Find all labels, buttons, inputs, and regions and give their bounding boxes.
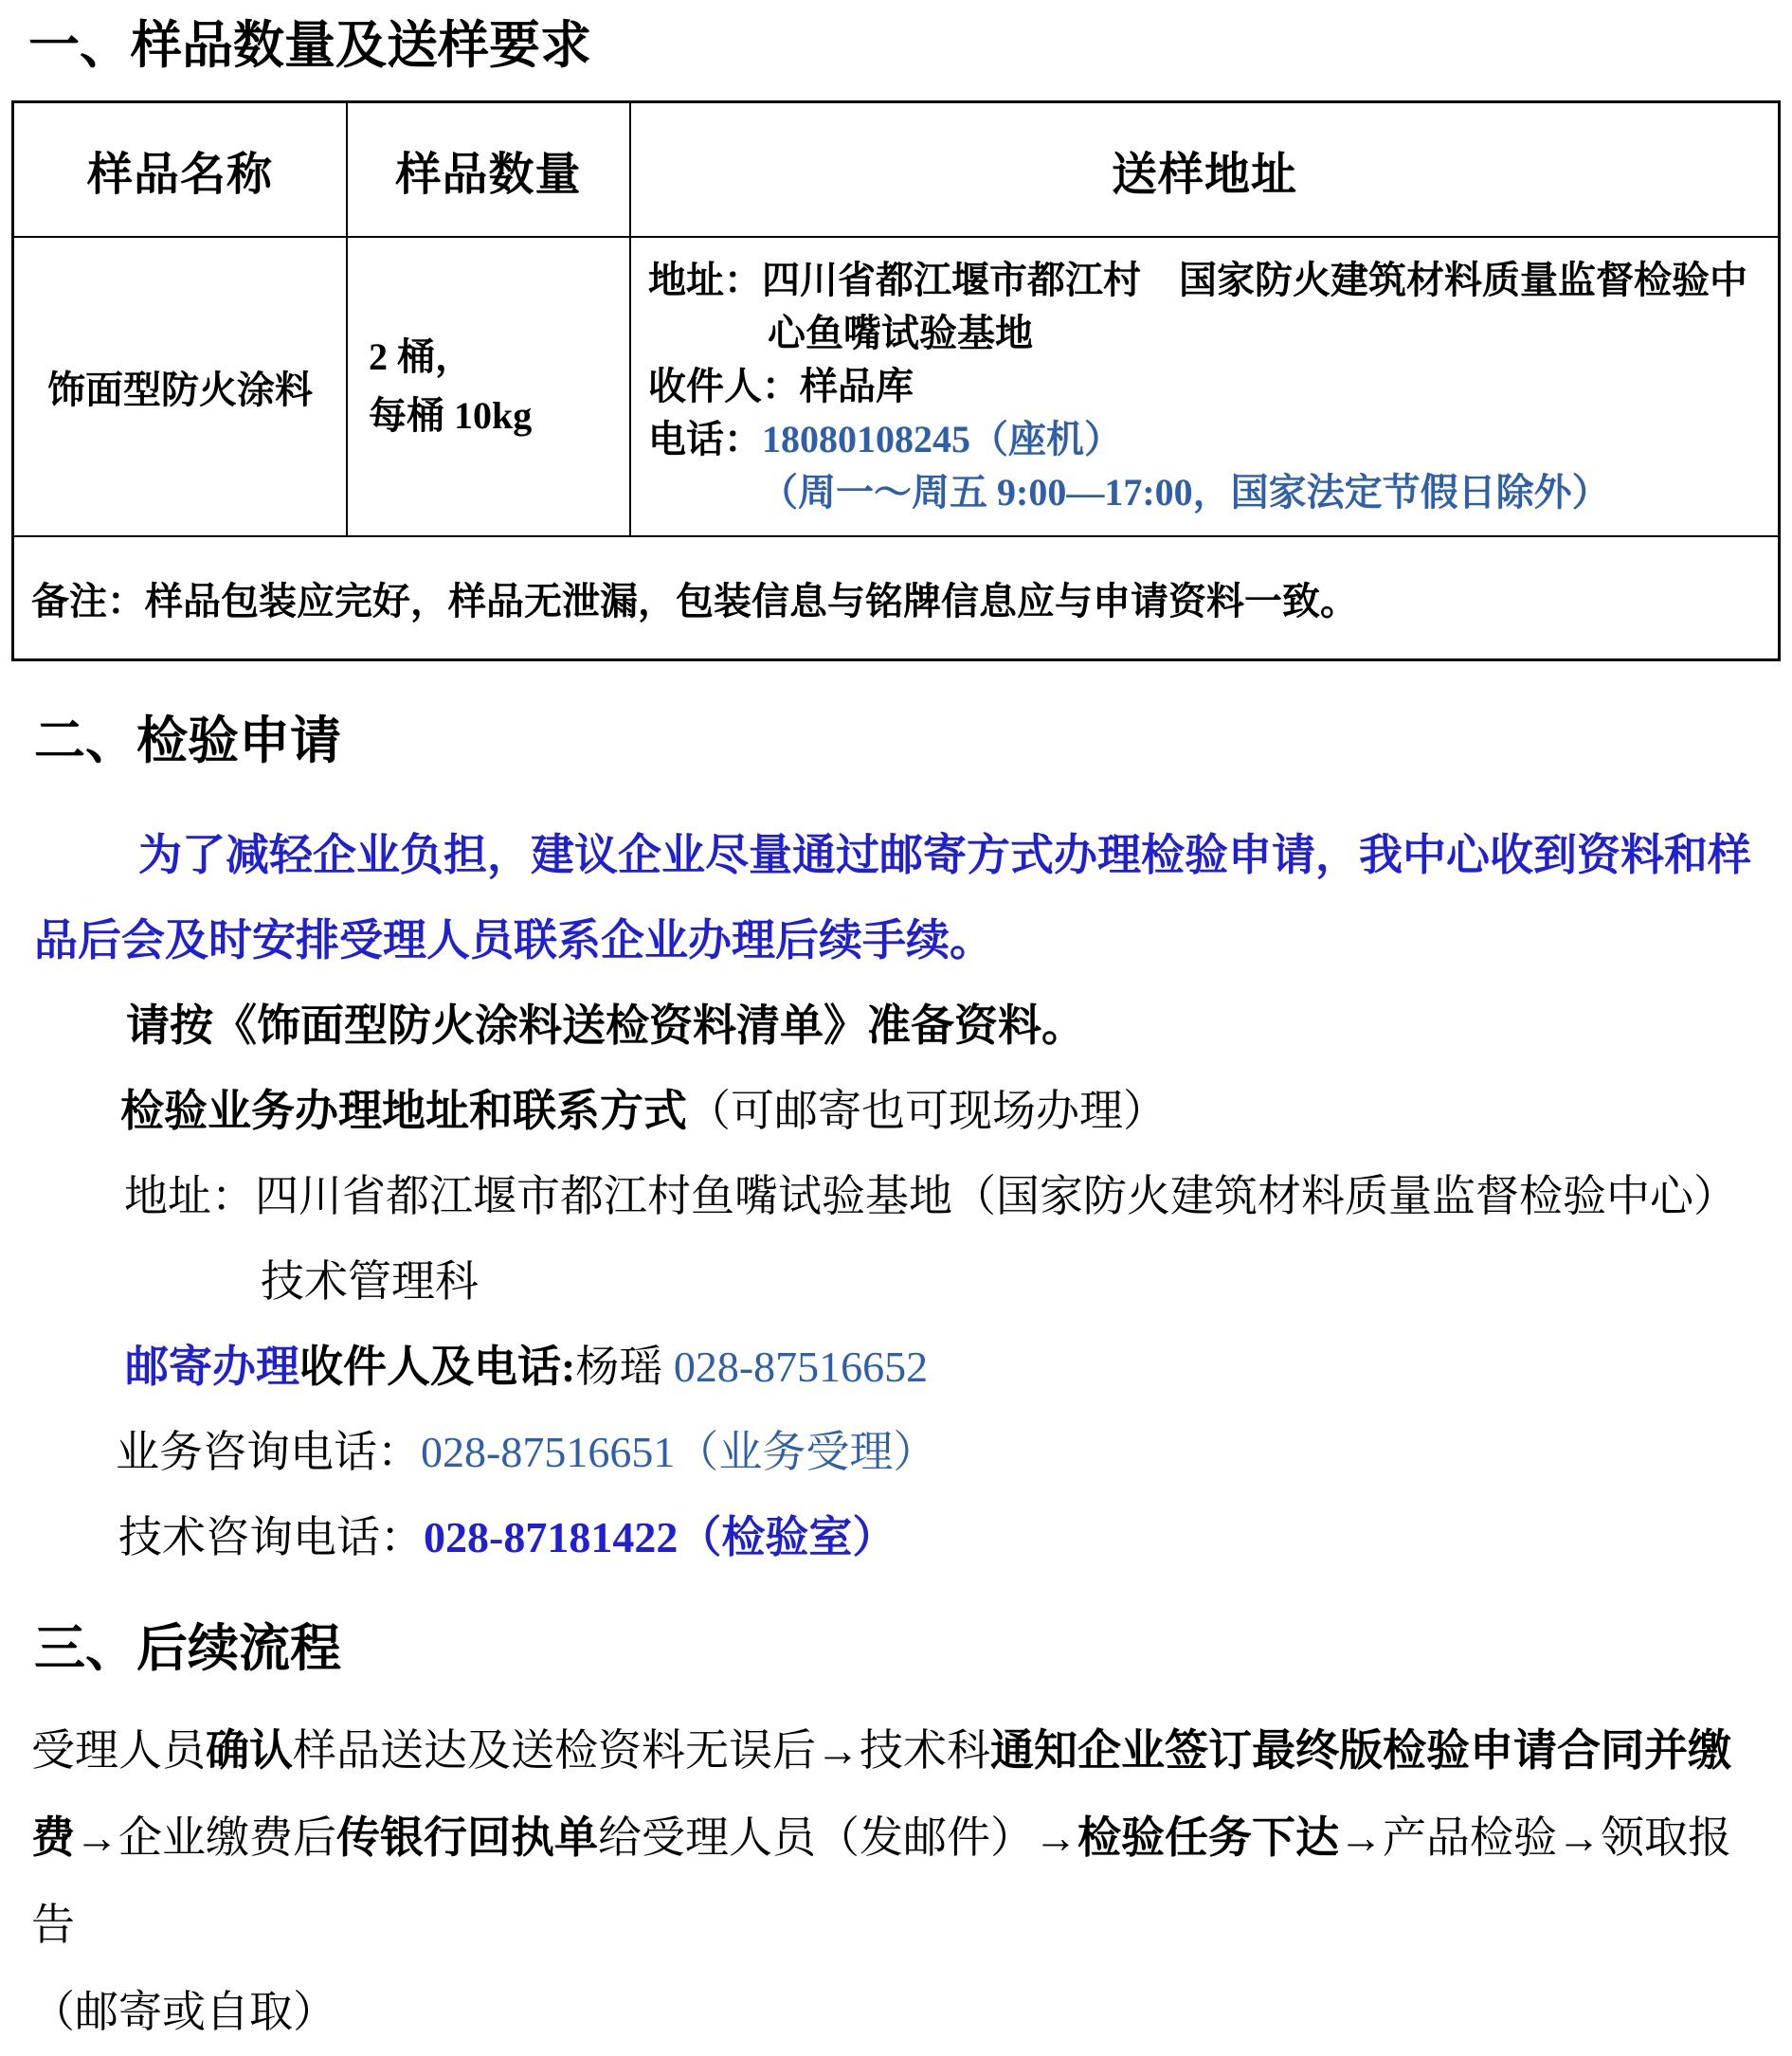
mail-handle-label: 邮寄办理 <box>125 1343 299 1391</box>
contact-method-note: （可邮寄也可现场办理） <box>687 1087 1167 1135</box>
recipient-line: 收件人：样品库 <box>648 365 914 407</box>
contact-method-bold: 检验业务办理地址和联系方式 <box>120 1087 687 1135</box>
section1-heading: 一、样品数量及送样要求 <box>28 17 591 74</box>
address-line-2: 心鱼嘴试验基地 <box>768 312 1033 354</box>
flow-segment: 样品送达及送检资料无误后→技术科 <box>293 1726 990 1775</box>
flow-segment: →企业缴费后 <box>75 1813 336 1862</box>
mail-phone-number: 028-87516652 <box>673 1343 929 1391</box>
address-line-1: 地址：四川省都江堰市都江村 国家防火建筑材料质量监督检验中 <box>648 259 1747 301</box>
flow-segment: 传银行回执单 <box>336 1813 598 1862</box>
section2-heading: 二、检验申请 <box>34 712 341 769</box>
phone-hours: （周一～周五 9:00—17:00，国家法定节假日除外） <box>760 471 1610 514</box>
mail-recipient-label: 收件人及电话: <box>299 1343 576 1391</box>
delivery-address-cell <box>630 237 1780 536</box>
remark-cell: 备注：样品包装应完好，样品无泄漏，包装信息与铭牌信息应与申请资料一致。 <box>13 536 1780 660</box>
header-sample-name: 样品名称 <box>13 102 348 238</box>
header-delivery-address: 送样地址 <box>630 102 1780 238</box>
sample-name-cell: 饰面型防火涂料 <box>13 237 348 536</box>
follow-up-flow <box>31 1707 1771 2056</box>
flow-segment: 通知企业签订最终版检验申请合同并缴 <box>990 1726 1731 1775</box>
technical-phone-number: 028-87181422（检验室） <box>424 1513 896 1561</box>
office-department-line: 技术管理科 <box>261 1257 479 1306</box>
mail-recipient-name: 杨瑶 <box>575 1343 674 1391</box>
office-address-line: 地址：四川省都江堰市都江村鱼嘴试验基地（国家防火建筑材料质量监督检验中心） <box>124 1172 1737 1220</box>
flow-line-1 <box>31 1707 1771 1794</box>
flow-segment: 给受理人员（发邮件）→ <box>598 1813 1077 1862</box>
technical-phone-label: 技术咨询电话： <box>118 1513 424 1561</box>
phone-number: 18080108245（座机） <box>762 418 1122 460</box>
business-phone-line <box>11 1410 1781 1495</box>
technical-phone-line <box>11 1495 1781 1580</box>
header-sample-quantity: 样品数量 <box>347 102 630 238</box>
quantity-line-1: 2 桶， <box>369 335 473 378</box>
prepare-materials-line: 请按《饰面型防火涂料送检资料清单》准备资料。 <box>126 1001 1085 1050</box>
business-phone-label: 业务咨询电话： <box>116 1428 421 1476</box>
table-remark-row <box>13 536 1780 660</box>
flow-line-3: （邮寄或自取） <box>31 1988 336 2036</box>
phone-line <box>648 413 1768 466</box>
phone-label: 电话： <box>648 418 762 460</box>
flow-segment: →产品检验→领取报告 <box>31 1813 1731 1949</box>
flow-line-2 <box>31 1794 1771 1969</box>
notice-line-2: 品后会及时安排受理人员联系企业办理后续手续。 <box>34 916 993 965</box>
mail-contact-line <box>11 1325 1781 1410</box>
table-header-row <box>13 102 1780 238</box>
notice-line-1: 为了减轻企业负担，建议企业尽量通过邮寄方式办理检验申请，我中心收到资料和样 <box>138 831 1751 879</box>
table-data-row <box>13 237 1780 536</box>
flow-segment: 费 <box>31 1813 75 1862</box>
flow-segment: 受理人员 <box>31 1726 206 1775</box>
business-phone-number: 028-87516651（业务受理） <box>421 1428 937 1476</box>
quantity-line-2: 每桶 10kg <box>369 394 533 437</box>
contact-method-line <box>11 1069 1781 1154</box>
section3-heading: 三、后续流程 <box>34 1620 341 1677</box>
sample-requirements-table <box>11 100 1781 661</box>
flow-segment: 确认 <box>206 1726 293 1775</box>
flow-segment: 检验任务下达 <box>1077 1813 1339 1862</box>
sample-quantity-cell <box>347 237 630 536</box>
